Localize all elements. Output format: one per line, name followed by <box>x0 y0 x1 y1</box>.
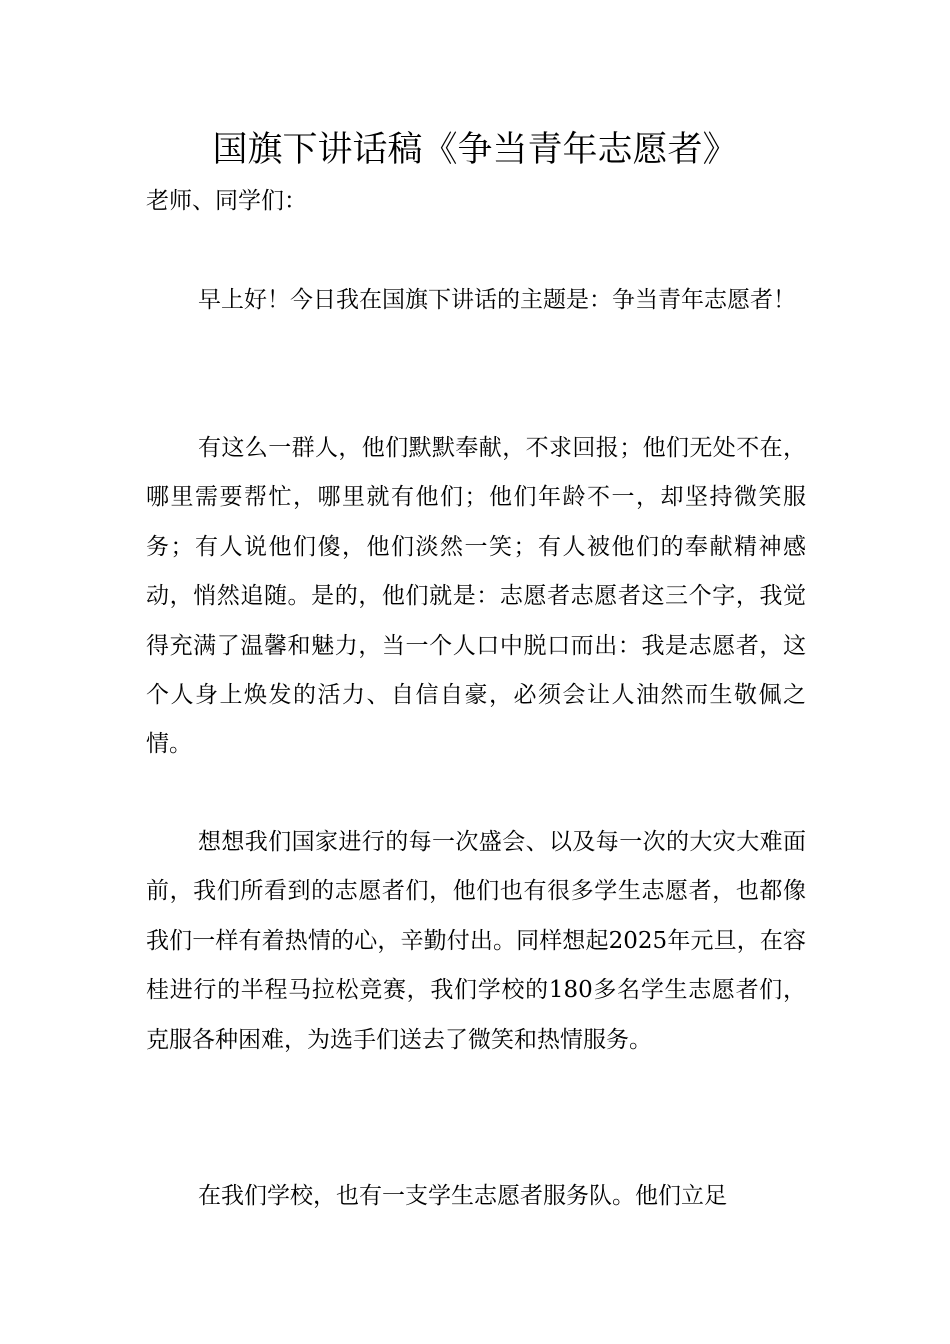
paragraph-school-team: 在我们学校，也有一支学生志愿者服务队。他们立足 <box>198 1183 727 1209</box>
salutation: 老师、同学们： <box>146 188 307 214</box>
paragraph-events: 想想我们国家进行的每一次盛会、以及每一次的大灾大难面前，我们所看到的志愿者们，他们也有很多学生志愿者，也都像我们一样有着热情的心，辛勤付出。同样想起2025年元旦，在容桂进行的半程马拉松竞赛，我们学校的180多名学生志愿者们，克服各种困难，为选手们送去了微笑和热情服务。 <box>146 829 806 1053</box>
paragraph-greeting: 早上好！今日我在国旗下讲话的主题是：争当青年志愿者！ <box>198 287 796 313</box>
document-title: 国旗下讲话稿《争当青年志愿者》 <box>212 130 738 170</box>
paragraph-volunteers: 有这么一群人，他们默默奉献，不求回报；他们无处不在，哪里需要帮忙，哪里就有他们；他们年龄不一，却坚持微笑服务；有人说他们傻，他们淡然一笑；有人被他们的奉献精神感动，悄然追随。是的，他们就是：志愿者志愿者这三个字，我觉得充满了温馨和魅力，当一个人口中脱口而出：我是志愿者，这个人身上焕发的活力、自信自豪，必须会让人油然而生敬佩之情。 <box>146 435 806 758</box>
